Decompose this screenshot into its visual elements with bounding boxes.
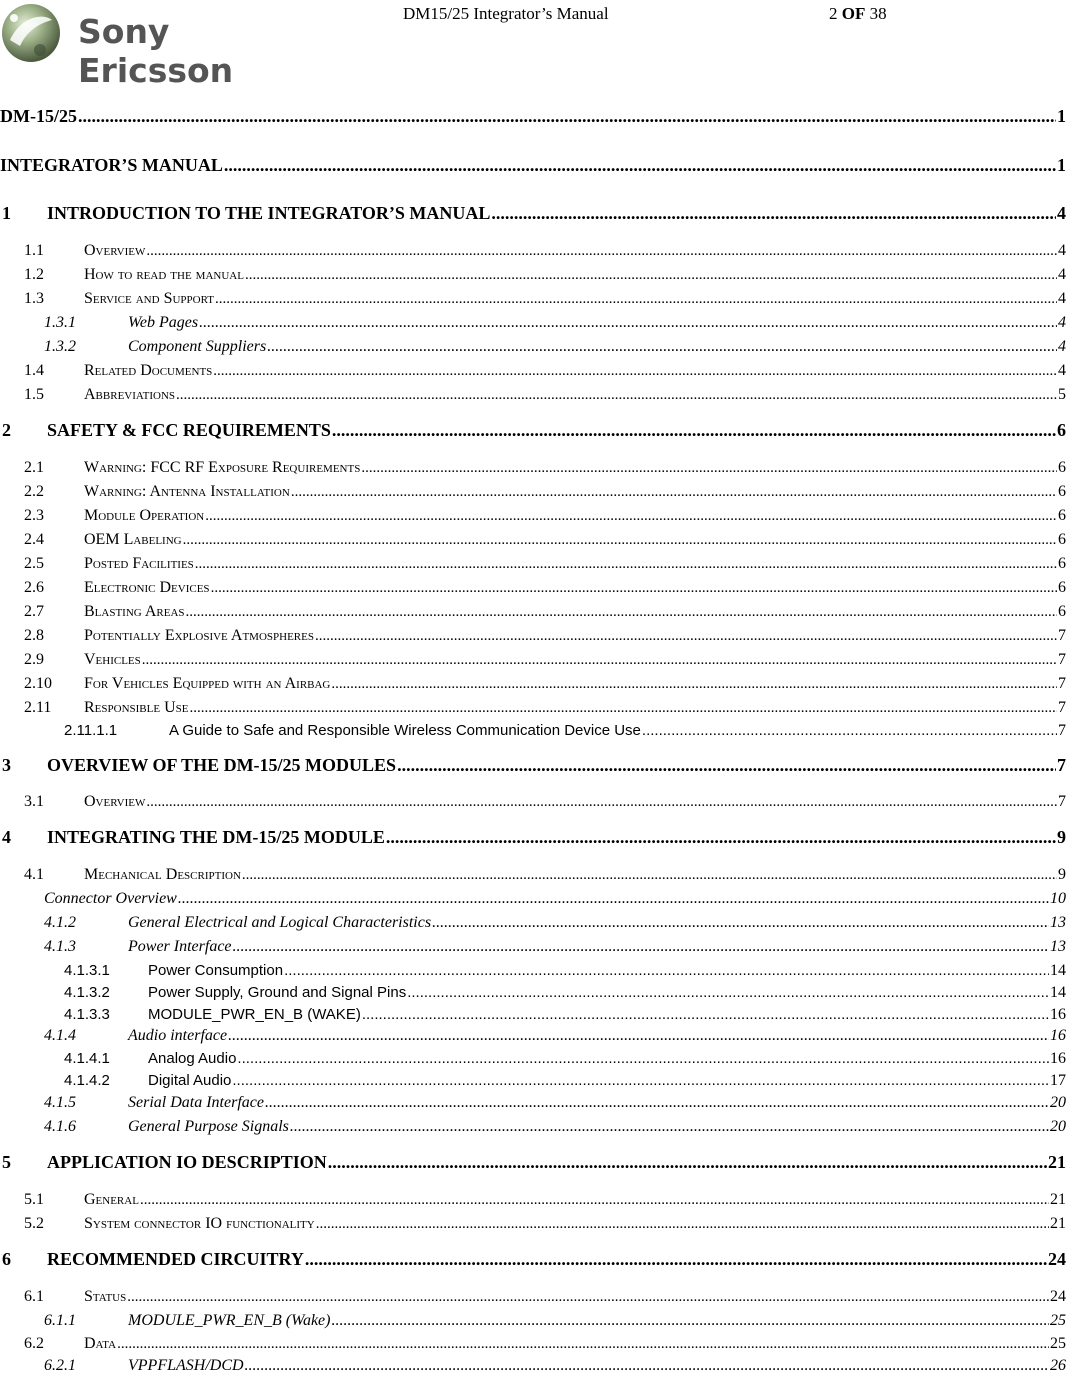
sony-ericsson-logo xyxy=(0,0,320,90)
toc-entry[interactable]: 1.3.1 Web Pages ..... 4 xyxy=(0,314,1066,332)
toc-entry[interactable]: INTEGRATOR’S MANUAL ..... 1 xyxy=(0,155,1066,176)
toc-entry[interactable]: 6 RECOMMENDED CIRCUITRY ..... 24 xyxy=(0,1249,1066,1270)
document-title: DM15/25 Integrator’s Manual xyxy=(403,4,609,23)
toc-entry[interactable]: 2.3 Module Operation ..... 6 xyxy=(0,507,1066,525)
toc-entry[interactable]: 4.1.2 General Electrical and Logical Characteristics ..... 13 xyxy=(0,914,1066,932)
toc-entry[interactable]: 4.1.3.1 Power Consumption ..... 14 xyxy=(0,962,1066,980)
toc-entry[interactable]: DM-15/25 ..... 1 xyxy=(0,106,1066,127)
toc-entry[interactable]: 4.1.3 Power Interface ..... 13 xyxy=(0,938,1066,956)
toc-entry[interactable]: 4.1 Mechanical Description ..... 9 xyxy=(0,866,1066,884)
toc-entry[interactable]: 2.11.1.1 A Guide to Safe and Responsible Wireless Communication Device Use ..... 7 xyxy=(0,722,1066,740)
toc-entry[interactable]: 1.5 Abbreviations ..... 5 xyxy=(0,386,1066,404)
toc-entry[interactable]: 6.2 Data ..... 25 xyxy=(0,1335,1066,1353)
toc-entry[interactable]: 5.1 General ..... 21 xyxy=(0,1191,1066,1209)
toc-entry[interactable]: 1 INTRODUCTION TO THE INTEGRATOR’S MANUAL ..... 4 xyxy=(0,203,1066,224)
toc-entry[interactable]: 3 OVERVIEW OF THE DM-15/25 MODULES ..... 7 xyxy=(0,755,1066,776)
toc-entry[interactable]: 4 INTEGRATING THE DM-15/25 MODULE ..... 9 xyxy=(0,827,1066,848)
toc-entry[interactable]: 2.5 Posted Facilities ..... 6 xyxy=(0,555,1066,573)
toc-entry[interactable]: 1.4 Related Documents ..... 4 xyxy=(0,362,1066,380)
toc-entry[interactable]: 2.4 OEM Labeling ..... 6 xyxy=(0,531,1066,549)
toc-entry[interactable]: 6.1 Status ..... 24 xyxy=(0,1288,1066,1306)
toc-entry[interactable]: 2.2 Warning: Antenna Installation ..... 6 xyxy=(0,483,1066,501)
toc-entry[interactable]: 1.3.2 Component Suppliers ..... 4 xyxy=(0,338,1066,356)
toc-entry[interactable]: 2.7 Blasting Areas ..... 6 xyxy=(0,603,1066,621)
page-indicator xyxy=(829,4,887,24)
toc-entry[interactable]: 1.1 Overview ..... 4 xyxy=(0,242,1066,260)
toc-entry[interactable]: 4.1.5 Serial Data Interface ..... 20 xyxy=(0,1094,1066,1112)
toc-entry[interactable]: 6.2.1 VPPFLASH/DCD ..... 26 xyxy=(0,1357,1066,1375)
toc-entry[interactable]: Connector Overview ..... 10 xyxy=(0,890,1066,908)
toc-entry[interactable]: 2.11 Responsible Use ..... 7 xyxy=(0,699,1066,717)
toc-entry[interactable]: 4.1.3.2 Power Supply, Ground and Signal Pins ..... 14 xyxy=(0,984,1066,1002)
page-total: 38 xyxy=(865,4,887,23)
toc-entry[interactable]: 1.3 Service and Support ..... 4 xyxy=(0,290,1066,308)
toc-entry[interactable]: 2.9 Vehicles ..... 7 xyxy=(0,651,1066,669)
toc-entry[interactable]: 5.2 System connector IO functionality ..... 21 xyxy=(0,1215,1066,1233)
toc-entry[interactable]: 6.1.1 MODULE_PWR_EN_B (Wake) ..... 25 xyxy=(0,1312,1066,1330)
toc-entry[interactable]: 4.1.4 Audio interface ..... 16 xyxy=(0,1027,1066,1045)
toc-entry[interactable]: 4.1.6 General Purpose Signals ..... 20 xyxy=(0,1118,1066,1136)
toc-entry[interactable]: 2.8 Potentially Explosive Atmospheres ..... 7 xyxy=(0,627,1066,645)
toc-entry[interactable]: 4.1.4.2 Digital Audio ..... 17 xyxy=(0,1072,1066,1090)
toc-entry[interactable]: 2.10 For Vehicles Equipped with an Airbag ..... 7 xyxy=(0,675,1066,693)
toc-entry[interactable]: 2.1 Warning: FCC RF Exposure Requirements ..... 6 xyxy=(0,459,1066,477)
toc-entry[interactable]: 5 APPLICATION IO DESCRIPTION ..... 21 xyxy=(0,1152,1066,1173)
toc-entry[interactable]: 4.1.4.1 Analog Audio ..... 16 xyxy=(0,1050,1066,1068)
page-of-label: OF xyxy=(841,4,866,23)
toc-entry[interactable]: 2 SAFETY & FCC REQUIREMENTS ..... 6 xyxy=(0,420,1066,441)
toc-entry[interactable]: 1.2 How to read the manual ..... 4 xyxy=(0,266,1066,284)
toc-entry[interactable]: 4.1.3.3 MODULE_PWR_EN_B (WAKE) ..... 16 xyxy=(0,1006,1066,1024)
page-number: 2 xyxy=(829,4,842,23)
toc-entry[interactable]: 3.1 Overview ..... 7 xyxy=(0,793,1066,811)
toc-entry[interactable]: 2.6 Electronic Devices ..... 6 xyxy=(0,579,1066,597)
logo-wordmark: Sony Ericsson xyxy=(78,12,234,90)
